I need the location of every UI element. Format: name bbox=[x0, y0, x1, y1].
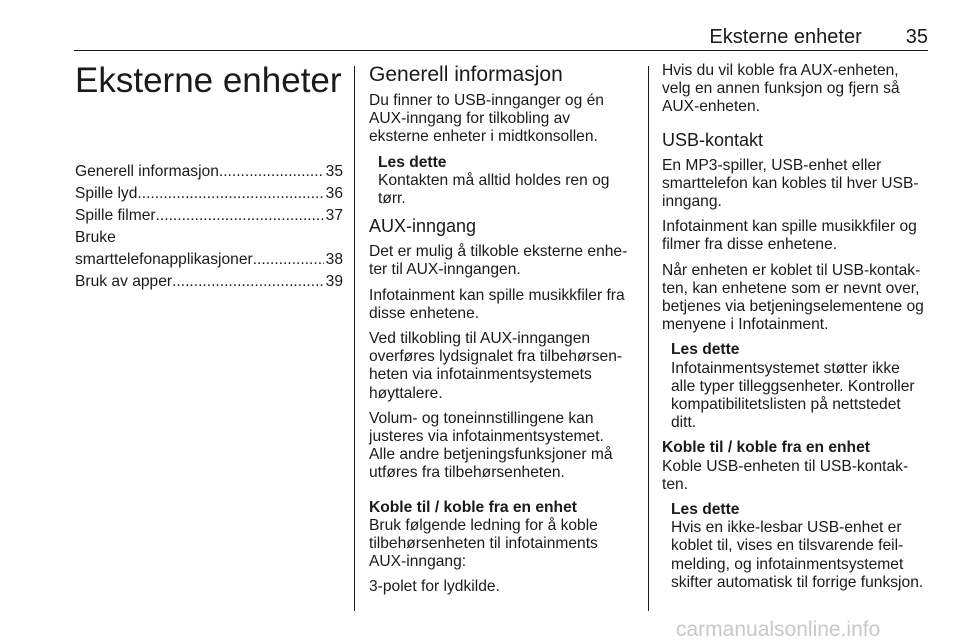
header-rule bbox=[74, 50, 928, 51]
toc-entry-page: 36 bbox=[325, 185, 343, 202]
watermark: carmanualsonline.info bbox=[676, 618, 881, 641]
toc-leader bbox=[156, 205, 324, 227]
subsection-heading: USB-kontakt bbox=[662, 129, 764, 150]
paragraph: Du finner to USB-innganger og én AUX-inngang for tilkobling av eksterne enheter i midtkonsollen. bbox=[369, 92, 604, 146]
paragraph: Når enheten er koblet til USB-kontak-ten, kan enhetene som er nevnt over, betjenes via betjeningselementene og menyene i Infotainment. bbox=[662, 261, 924, 334]
toc-entry[interactable] bbox=[75, 227, 343, 271]
paragraph: Koble USB-enheten til USB-kontak-ten. bbox=[662, 457, 909, 493]
toc-entry-page: 38 bbox=[325, 251, 343, 268]
section-heading: Generell informasjon bbox=[369, 63, 563, 86]
table-of-contents bbox=[75, 161, 343, 293]
paragraph: Det er mulig å tilkoble eksterne enhe-ter til AUX-inngangen. bbox=[369, 243, 628, 279]
content-column-right bbox=[662, 62, 928, 599]
toc-entry-label: Generell informasjon bbox=[75, 163, 219, 180]
toc-entry-page: 35 bbox=[325, 163, 343, 180]
toc-entry-page: 37 bbox=[325, 207, 343, 224]
note-text: Infotainmentsystemet støtter ikke alle typer tilleggsenheter. Kontroller kompatibilitetslisten på nettstedet ditt. bbox=[671, 359, 915, 432]
paragraph: Infotainment kan spille musikkfiler fra disse enhetene. bbox=[369, 286, 625, 322]
toc-entry[interactable] bbox=[75, 161, 343, 183]
content-column-middle bbox=[369, 62, 633, 604]
toc-entry[interactable] bbox=[75, 183, 343, 205]
toc-entry-label-line1: Bruke bbox=[75, 229, 116, 246]
running-header bbox=[709, 26, 928, 49]
paragraph: Hvis du vil koble fra AUX-enheten, velg en annen funksjon og fjern så AUX-enheten. bbox=[662, 62, 900, 116]
toc-leader bbox=[253, 249, 324, 271]
toc-leader bbox=[219, 161, 324, 183]
chapter-title: Eksterne enheter bbox=[75, 61, 342, 100]
running-header-title: Eksterne enheter bbox=[709, 26, 862, 48]
toc-entry[interactable] bbox=[75, 271, 343, 293]
paragraph: Infotainment kan spille musikkfiler og filmer fra disse enhetene. bbox=[662, 218, 917, 254]
toc-leader bbox=[137, 183, 323, 205]
toc-entry-label: Spille lyd bbox=[75, 185, 138, 202]
subsection-heading: AUX-inngang bbox=[369, 216, 477, 237]
toc-leader bbox=[172, 271, 324, 293]
paragraph: Bruk følgende ledning for å koble tilbehørsenheten til infotainments AUX-inngang: bbox=[369, 516, 598, 571]
procedure-heading: Koble til / koble fra en enhet bbox=[662, 439, 870, 457]
toc-entry-page: 39 bbox=[325, 273, 343, 290]
toc-entry-label: smarttelefonapplikasjoner bbox=[75, 251, 253, 268]
note-label: Les dette bbox=[378, 153, 447, 171]
note-text: Kontakten må alltid holdes ren og tørr. bbox=[378, 171, 610, 208]
column-divider-2 bbox=[648, 66, 649, 611]
toc-entry-label: Bruk av apper bbox=[75, 273, 173, 290]
paragraph: En MP3-spiller, USB-enhet eller smarttelefon kan kobles til hver USB-inngang. bbox=[662, 156, 919, 211]
toc-entry-label: Spille filmer bbox=[75, 207, 156, 224]
paragraph: 3-polet for lydkilde. bbox=[369, 578, 500, 596]
note-box bbox=[671, 341, 928, 432]
note-label: Les dette bbox=[671, 341, 740, 359]
note-box bbox=[671, 501, 928, 592]
procedure-heading: Koble til / koble fra en enhet bbox=[369, 498, 577, 516]
toc-entry[interactable] bbox=[75, 205, 343, 227]
note-label: Les dette bbox=[671, 501, 740, 519]
paragraph: Volum- og toneinnstillingene kan justeres via infotainmentsystemet. Alle andre betjeningsfunksjoner må utføres fra tilbehørsenheten. bbox=[369, 409, 613, 482]
column-divider-1 bbox=[354, 66, 355, 611]
page-number: 35 bbox=[905, 26, 928, 48]
chapter-column bbox=[75, 62, 343, 293]
note-text: Hvis en ikke-lesbar USB-enhet er koblet til, vises en tilsvarende feil-melding, og infotainmentsystemet skifter automatisk til forrige funksjon. bbox=[671, 519, 924, 591]
paragraph: Ved tilkobling til AUX-inngangen overføres lydsignalet fra tilbehørsen-heten via infotainmentsystemets høyttalere. bbox=[369, 330, 623, 402]
note-box bbox=[378, 154, 633, 209]
